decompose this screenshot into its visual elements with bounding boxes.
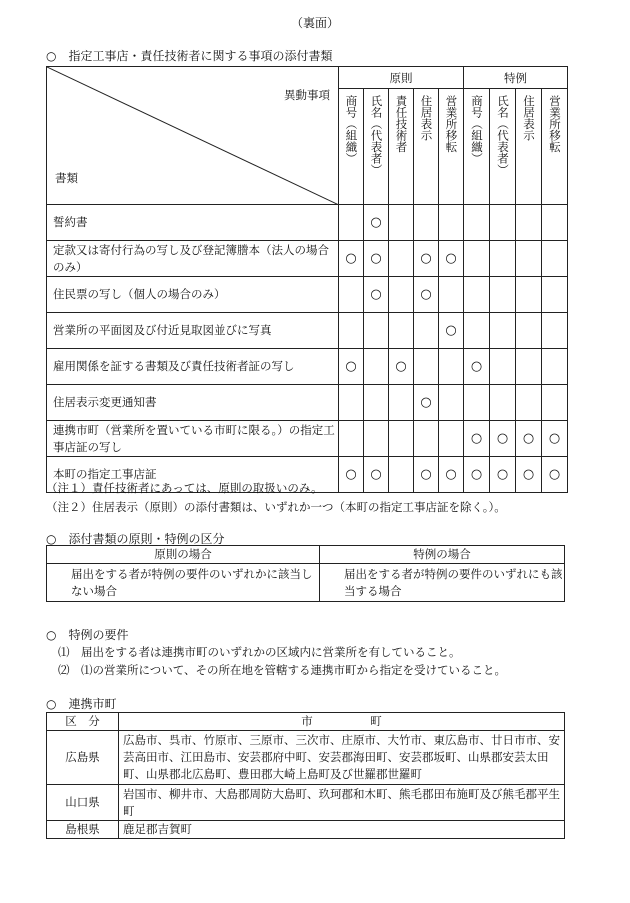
mark-cell: ○ [414, 457, 439, 493]
column-header-label: 責任技術者 [394, 95, 409, 153]
mark-cell: ○ [464, 421, 490, 457]
corner-cell [47, 67, 339, 205]
section3-heading: ○ 特例の要件 [46, 628, 129, 642]
mark-cell [490, 277, 516, 313]
mark-cell [516, 313, 542, 349]
mark-cell [516, 349, 542, 385]
towns-hiroshima: 広島市、呉市、竹原市、三原市、三次市、庄原市、大竹市、東広島市、廿日市市、安芸高田市、江田島市、安芸郡府中町、安芸郡海田町、安芸郡坂町、山県郡安芸太田町、山県郡北広島町、豊田郡大崎上島町及び世羅郡世羅町 [119, 731, 565, 785]
region-shimane: 島根県 [47, 821, 119, 839]
mark-cell [464, 241, 490, 277]
notes [46, 480, 506, 515]
mark-cell: ○ [439, 313, 464, 349]
mark-cell [516, 277, 542, 313]
mark-cell [439, 385, 464, 421]
cell-principle: 届出をする者が特例の要件のいずれかに該当しない場合 [47, 564, 320, 602]
column-header-label: 住居表示 [522, 95, 537, 141]
mark-cell [364, 421, 389, 457]
towns-shimane: 鹿足郡吉賀町 [119, 821, 565, 839]
column-header [542, 89, 568, 205]
attachments-table [46, 66, 568, 493]
header-principle: 原則の場合 [47, 546, 320, 564]
mark-cell [490, 241, 516, 277]
header-special: 特例の場合 [320, 546, 565, 564]
header-region: 区 分 [47, 713, 119, 731]
region-yamaguchi: 山口県 [47, 785, 119, 821]
table-row [47, 421, 568, 457]
column-header [339, 89, 364, 205]
mark-cell [389, 313, 414, 349]
document-name: 営業所の平面図及び付近見取図並びに写真 [47, 313, 339, 349]
mark-cell [414, 349, 439, 385]
note-1: （注１）責任技術者にあっては、原則の取扱いのみ。 [46, 481, 323, 495]
mark-cell [389, 241, 414, 277]
corner-label-changes: 異動事項 [284, 88, 330, 102]
section2-heading: ○ 添付書類の原則・特例の区分 [46, 532, 225, 546]
mark-cell [389, 421, 414, 457]
mark-cell [542, 205, 568, 241]
column-header-label: 営業所移転 [444, 95, 459, 153]
column-header-label: 氏名（代表者） [496, 95, 511, 176]
mark-cell [339, 421, 364, 457]
mark-cell [490, 313, 516, 349]
mark-cell [414, 313, 439, 349]
mark-cell [339, 385, 364, 421]
document-name: 誓約書 [47, 205, 339, 241]
document-name: 住民票の写し（個人の場合のみ） [47, 277, 339, 313]
column-header-label: 住居表示 [419, 95, 434, 141]
mark-cell [542, 385, 568, 421]
table-row [47, 349, 568, 385]
mark-cell: ○ [542, 421, 568, 457]
header-towns: 市 町 [119, 713, 565, 731]
document-name: 住居表示変更通知書 [47, 385, 339, 421]
section1-heading: ○ 指定工事店・責任技術者に関する事項の添付書類 [46, 49, 333, 63]
document-name: 定款又は寄付行為の写し及び登記簿謄本（法人の場合のみ） [47, 241, 339, 277]
mark-cell [389, 277, 414, 313]
section4-heading: ○ 連携市町 [46, 697, 117, 711]
mark-cell [439, 421, 464, 457]
group-principle: 原則 [339, 67, 464, 89]
page-title: （裏面） [290, 16, 339, 30]
mark-cell: ○ [439, 457, 464, 493]
column-header [389, 89, 414, 205]
mark-cell [516, 385, 542, 421]
document-name: 連携市町（営業所を置いている市町に限る。）の指定工事店証の写し [47, 421, 339, 457]
column-header [516, 89, 542, 205]
mark-cell [542, 277, 568, 313]
mark-cell: ○ [364, 241, 389, 277]
mark-cell: ○ [414, 277, 439, 313]
mark-cell: ○ [464, 457, 490, 493]
mark-cell [439, 205, 464, 241]
requirement-1: ⑴ 届出をする者は連携市町のいずれかの区域内に営業所を有していること。 [58, 645, 461, 659]
column-header-label: 氏名（代表者） [369, 95, 384, 176]
column-header-label: 営業所移転 [548, 95, 563, 153]
mark-cell [542, 349, 568, 385]
group-special: 特例 [464, 67, 568, 89]
table-row [47, 241, 568, 277]
mark-cell: ○ [339, 241, 364, 277]
mark-cell [490, 385, 516, 421]
mark-cell: ○ [414, 385, 439, 421]
mark-cell: ○ [364, 205, 389, 241]
mark-cell [339, 277, 364, 313]
mark-cell: ○ [490, 457, 516, 493]
classification-table [46, 545, 565, 602]
towns-yamaguchi: 岩国市、柳井市、大島郡周防大島町、玖珂郡和木町、熊毛郡田布施町及び熊毛郡平生町 [119, 785, 565, 821]
column-header-label: 商号（組織） [470, 95, 485, 164]
cell-special: 届出をする者が特例の要件のいずれにも該当する場合 [320, 564, 565, 602]
note-2: （注２）住居表示（原則）の添付書類は、いずれか一つ（本町の指定工事店証を除く。）。 [46, 500, 506, 514]
mark-cell [439, 277, 464, 313]
mark-cell [389, 385, 414, 421]
table-row [47, 385, 568, 421]
mark-cell: ○ [516, 421, 542, 457]
mark-cell [364, 313, 389, 349]
mark-cell [439, 349, 464, 385]
mark-cell: ○ [339, 349, 364, 385]
column-header [490, 89, 516, 205]
mark-cell: ○ [364, 457, 389, 493]
document-name: 雇用関係を証する書類及び責任技術者証の写し [47, 349, 339, 385]
mark-cell: ○ [364, 277, 389, 313]
partner-towns-table [46, 712, 565, 839]
requirement-2: ⑵ ⑴の営業所について、その所在地を管轄する連携市町から指定を受けていること。 [58, 663, 507, 677]
mark-cell: ○ [389, 349, 414, 385]
table-row [47, 205, 568, 241]
document-name: 本町の指定工事店証 [47, 457, 339, 493]
mark-cell [542, 241, 568, 277]
corner-label-documents: 書類 [55, 171, 78, 185]
mark-cell [490, 205, 516, 241]
mark-cell [464, 205, 490, 241]
mark-cell: ○ [439, 241, 464, 277]
mark-cell [464, 313, 490, 349]
mark-cell [464, 277, 490, 313]
mark-cell [516, 205, 542, 241]
mark-cell [339, 313, 364, 349]
mark-cell: ○ [339, 457, 364, 493]
mark-cell: ○ [516, 457, 542, 493]
mark-cell: ○ [542, 457, 568, 493]
column-header [364, 89, 389, 205]
mark-cell: ○ [490, 421, 516, 457]
column-header [464, 89, 490, 205]
mark-cell [364, 385, 389, 421]
mark-cell [516, 241, 542, 277]
column-header [439, 89, 464, 205]
mark-cell [389, 205, 414, 241]
mark-cell: ○ [464, 349, 490, 385]
mark-cell [490, 349, 516, 385]
table-row [47, 313, 568, 349]
mark-cell [542, 313, 568, 349]
region-hiroshima: 広島県 [47, 731, 119, 785]
table-row [47, 277, 568, 313]
column-header-label: 商号（組織） [344, 95, 359, 164]
mark-cell [339, 205, 364, 241]
column-header [414, 89, 439, 205]
mark-cell [464, 385, 490, 421]
mark-cell [364, 349, 389, 385]
mark-cell [414, 205, 439, 241]
mark-cell [414, 421, 439, 457]
mark-cell: ○ [414, 241, 439, 277]
